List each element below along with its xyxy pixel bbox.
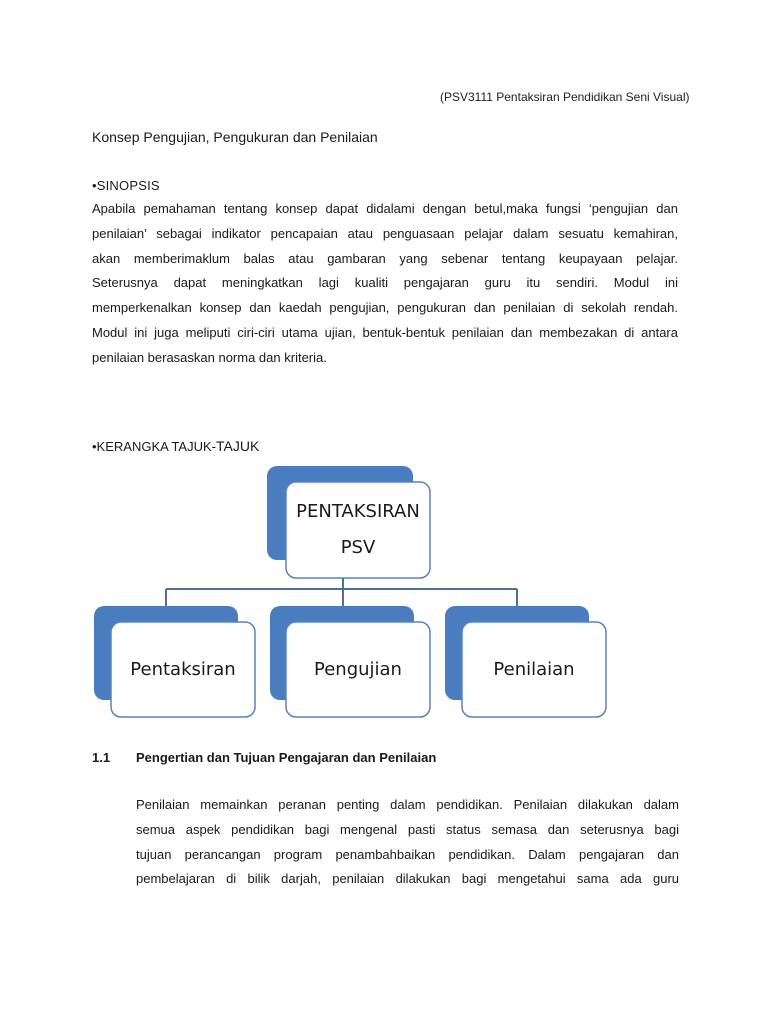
root-node-label-line1: PENTAKSIRAN: [296, 501, 420, 522]
sinopsis-line: memperkenalkan konsep dan kaedah pengujian, pengukuran dan penilaian di sekolah rendah.: [92, 300, 678, 316]
sinopsis-line: Apabila pemahaman tentang konsep dapat didalami dengan betul,maka fungsi ‘pengujian dan: [92, 201, 678, 216]
section-title: Pengertian dan Tujuan Pengajaran dan Penilaian: [136, 750, 437, 765]
section-line: pembelajaran di bilik darjah, penilaian dilakukan bagi mengetahui sama ada guru: [136, 871, 679, 887]
course-reference: (PSV3111 Pentaksiran Pendidikan Seni Visual): [440, 90, 690, 104]
root-node: [267, 466, 430, 578]
child-node-pengujian: [270, 606, 430, 717]
child-node-label: Pengujian: [314, 659, 402, 680]
kerangka-heading-suffix: TAJUK: [216, 438, 260, 454]
sinopsis-line: akan memberimaklum balas atau gambaran yang sebenar tentang keupayaan pelajar.: [92, 250, 678, 266]
root-node-front: [286, 482, 430, 578]
child-node-pentaksiran: [94, 606, 255, 717]
child-node-label: Penilaian: [493, 659, 575, 680]
diagram-connectors: [166, 577, 517, 606]
child-node-penilaian: [445, 606, 606, 717]
section-line: tujuan perancangan program penambahbaikan pendidikan. Dalam pengajaran dan: [136, 846, 679, 862]
section-paragraph: [136, 793, 679, 892]
sinopsis-heading: •SINOPSIS: [92, 178, 160, 193]
sinopsis-line: penilaian’ sebagai indikator pencapaian atau penguasaan pelajar dalam sesuatu kemahiran,: [92, 225, 678, 241]
document-title: Konsep Pengujian, Pengukuran dan Penilaian: [92, 129, 378, 145]
sinopsis-line: penilaian berasaskan norma dan kriteria.: [92, 349, 327, 365]
section-line: semua aspek pendidikan bagi mengenal pasti status semasa dan seterusnya bagi: [136, 821, 679, 837]
sinopsis-line: Seterusnya dapat meningkatkan lagi kualiti pengajaran guru itu sendiri. Modul ini: [92, 275, 678, 291]
kerangka-heading-prefix: •KERANGKA TAJUK-: [92, 439, 216, 454]
sinopsis-line: Modul ini juga meliputi ciri-ciri utama ujian, bentuk-bentuk penilaian dan membezakan di antara: [92, 324, 678, 340]
section-number: 1.1: [92, 750, 111, 765]
root-node-label-line2: PSV: [340, 537, 376, 558]
child-node-label: Pentaksiran: [130, 659, 236, 680]
section-line: Penilaian memainkan peranan penting dalam pendidikan. Penilaian dilakukan dalam: [136, 797, 679, 812]
